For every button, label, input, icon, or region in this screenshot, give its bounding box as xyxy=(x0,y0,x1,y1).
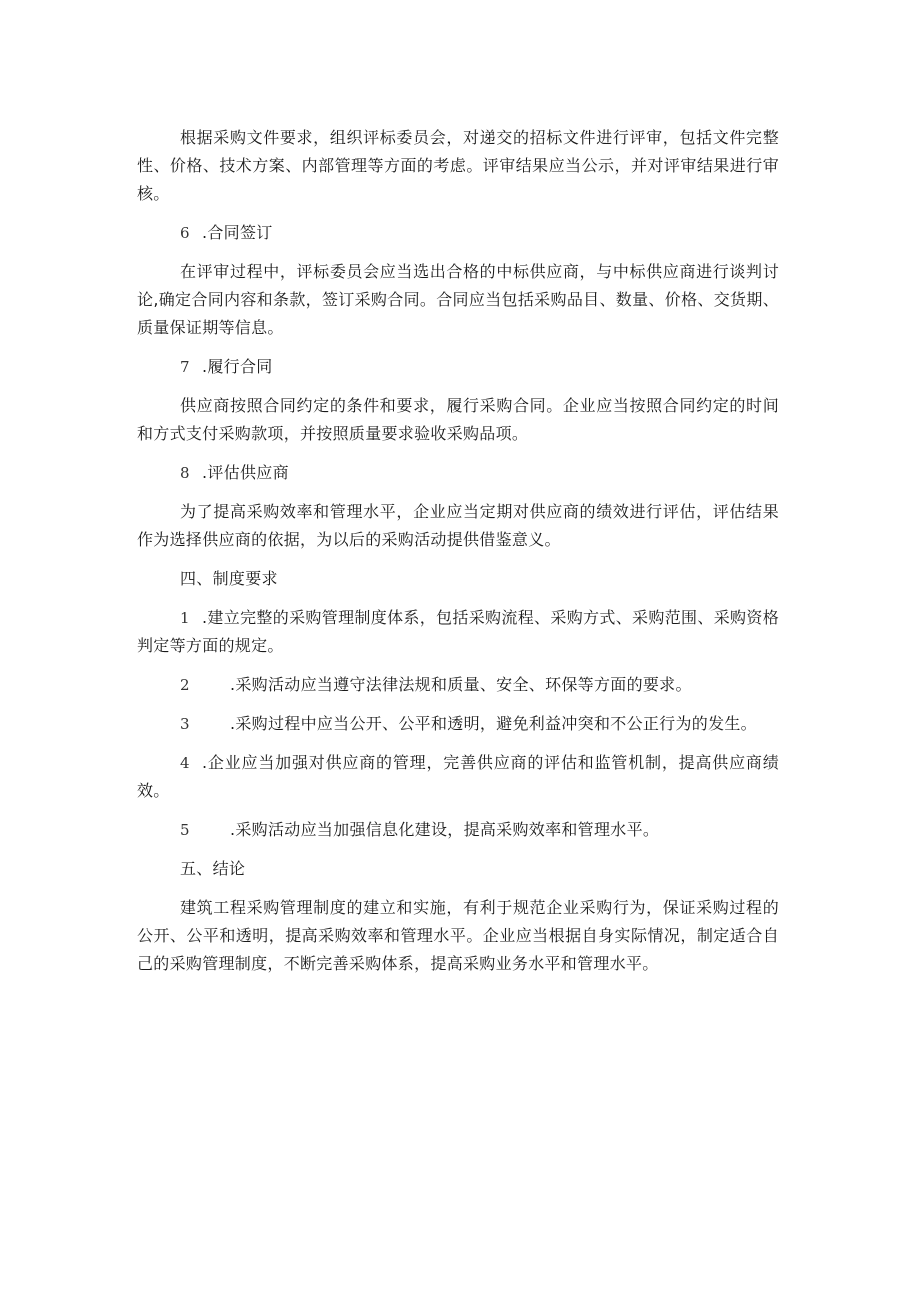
heading-number: 7 xyxy=(180,358,190,376)
list-item-number: 3 xyxy=(180,715,190,733)
list-item xyxy=(137,710,779,738)
paragraph-evaluation: 根据采购文件要求，组织评标委员会，对递交的招标文件进行评审，包括文件完整性、价格、技术方案、内部管理等方面的考虑。评审结果应当公示，并对评审结果进行审核。 xyxy=(137,128,779,203)
section-heading-requirements: 四、制度要求 xyxy=(180,569,278,588)
paragraph-conclusion: 建筑工程采购管理制度的建立和实施，有利于规范企业采购行为，保证采购过程的公开、公平和透明，提高采购效率和管理水平。企业应当根据自身实际情况，制定适合自己的采购管理制度，不断完善采购体系，提高采购业务水平和管理水平。 xyxy=(137,898,779,973)
list-item-number: 4 xyxy=(180,754,190,772)
heading-number: 8 xyxy=(180,464,190,482)
list-item-number: 1 xyxy=(180,609,190,627)
list-item xyxy=(137,749,779,805)
heading-text: .评估供应商 xyxy=(202,463,289,482)
list-item xyxy=(137,604,779,660)
list-item-number: 5 xyxy=(180,821,190,839)
document-body xyxy=(137,124,779,989)
list-item-text: .建立完整的采购管理制度体系，包括采购流程、采购方式、采购范围、采购资格判定等方面的规定。 xyxy=(137,608,779,655)
heading-text: .履行合同 xyxy=(202,357,273,376)
paragraph-contract-performance: 供应商按照合同约定的条件和要求，履行采购合同。企业应当按照合同约定的时间和方式支付采购款项，并按照质量要求验收采购品项。 xyxy=(137,396,779,443)
section-heading-conclusion: 五、结论 xyxy=(180,859,246,878)
list-item-text: .采购活动应当加强信息化建设，提高采购效率和管理水平。 xyxy=(230,820,660,839)
paragraph-supplier-evaluation: 为了提高采购效率和管理水平，企业应当定期对供应商的绩效进行评估，评估结果作为选择供应商的依据，为以后的采购活动提供借鉴意义。 xyxy=(137,502,779,549)
list-item xyxy=(137,816,779,844)
list-item xyxy=(137,671,779,699)
heading-contract-performance xyxy=(137,353,779,381)
heading-contract-signing xyxy=(137,219,779,247)
heading-supplier-evaluation xyxy=(137,459,779,487)
heading-text: .合同签订 xyxy=(202,223,273,242)
paragraph-contract-signing: 在评审过程中，评标委员会应当选出合格的中标供应商，与中标供应商进行谈判讨论,确定合同内容和条款，签订采购合同。合同应当包括采购品目、数量、价格、交货期、质量保证期等信息。 xyxy=(137,262,779,337)
list-item-text: .采购过程中应当公开、公平和透明，避免利益冲突和不公正行为的发生。 xyxy=(230,714,757,733)
list-item-number: 2 xyxy=(180,676,190,694)
heading-number: 6 xyxy=(180,224,190,242)
list-item-text: .采购活动应当遵守法律法规和质量、安全、环保等方面的要求。 xyxy=(230,675,692,694)
list-item-text: .企业应当加强对供应商的管理，完善供应商的评估和监管机制，提高供应商绩效。 xyxy=(137,753,779,800)
